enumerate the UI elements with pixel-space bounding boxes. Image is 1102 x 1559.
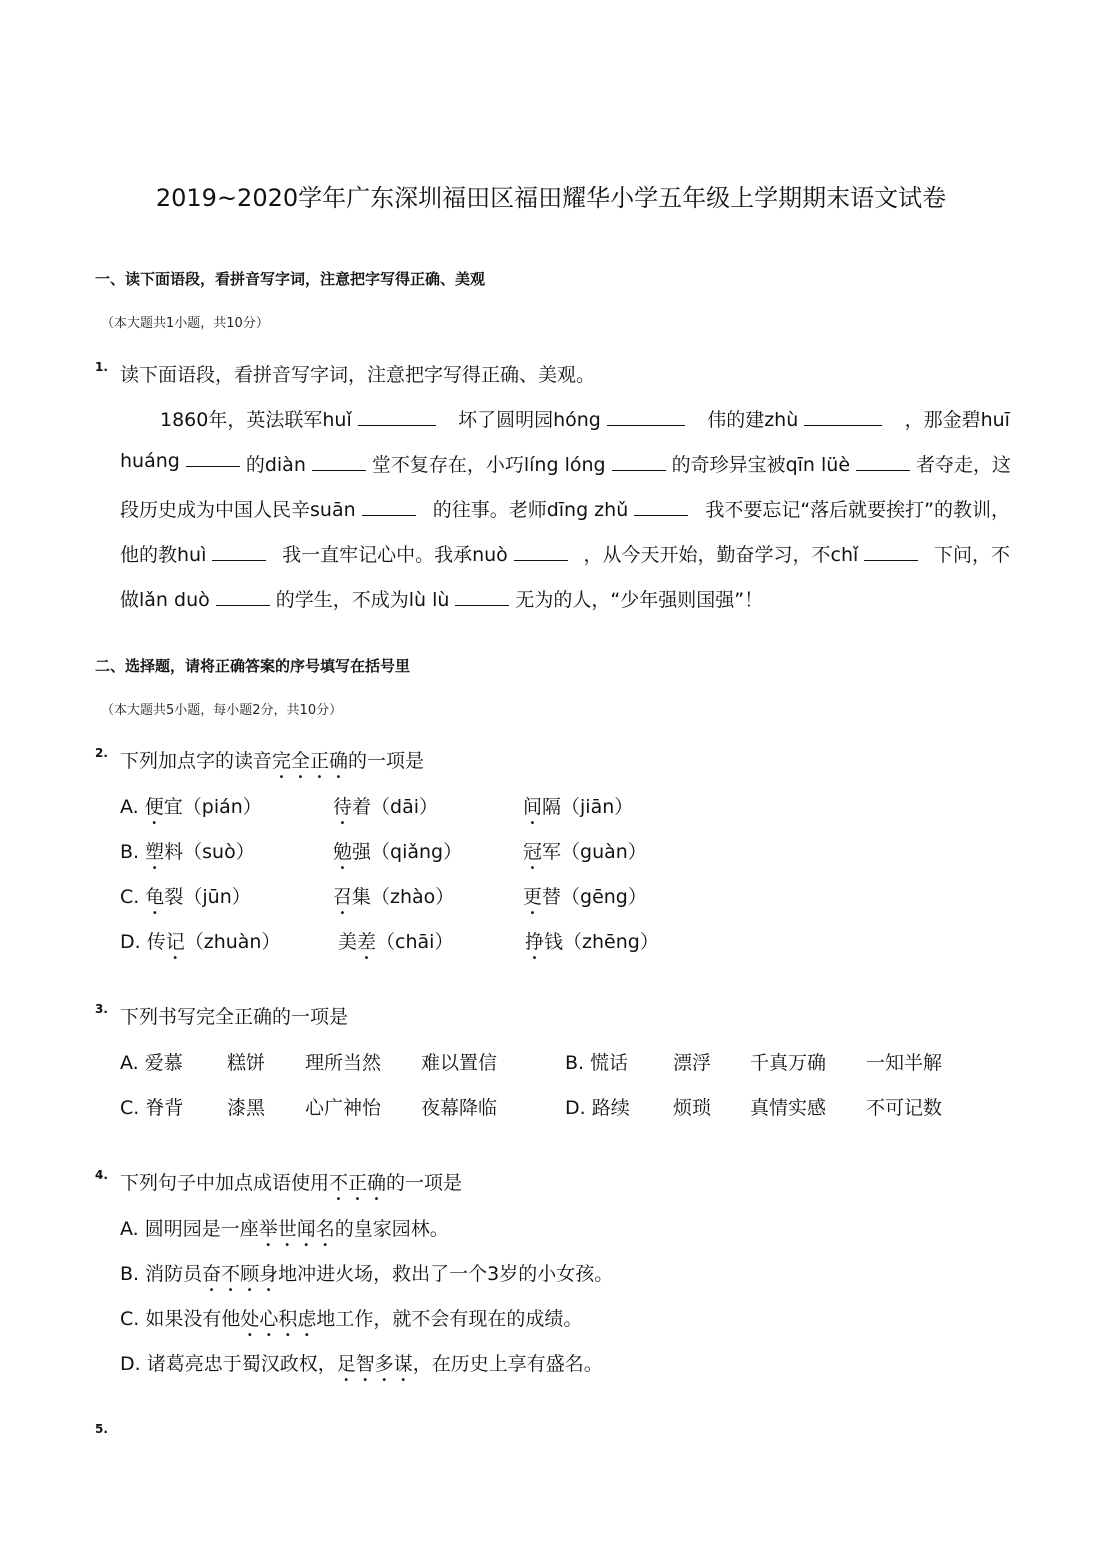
answer-blank[interactable] xyxy=(612,469,666,471)
q4-option-b[interactable]: B. 消防员奋不顾身地冲进火场，救出了一个3岁的小女孩。 xyxy=(120,1263,614,1285)
q2-option-b-word-2: 勉强（qiǎng） xyxy=(333,841,463,863)
q3-word: 夜幕降临 xyxy=(421,1097,498,1119)
question-1-number: 1. xyxy=(95,360,108,374)
q2-option-d-word-3: 挣钱（zhēng） xyxy=(525,931,659,953)
answer-blank[interactable] xyxy=(634,514,688,516)
answer-blank[interactable] xyxy=(312,469,366,471)
q3-word: 烦琐 xyxy=(673,1097,712,1119)
question-1-prompt: 读下面语段，看拼音写字词，注意把字写得正确、美观。 xyxy=(120,364,596,386)
passage-line-3: 段历史成为中国人民辛suān 的往事。老师dīng zhǔ 我不要忘记“落后就要挨打”的教训， xyxy=(120,499,1010,521)
answer-blank[interactable] xyxy=(455,604,509,606)
q2-option-c-word-2: 召集（zhào） xyxy=(333,886,455,908)
answer-blank[interactable] xyxy=(514,559,568,561)
q2-option-a-word-3: 间隔（jiān） xyxy=(523,796,634,818)
q3-word: 不可记数 xyxy=(866,1097,943,1119)
question-2-number: 2. xyxy=(95,746,108,760)
question-2-prompt: 下列加点字的读音完全正确的一项是 xyxy=(120,750,425,772)
q3-word: 漆黑 xyxy=(227,1097,266,1119)
passage-line-4: 他的教huì 我一直牢记心中。我承nuò ，从今天开始，勤奋学习，不chǐ 下问，不 xyxy=(120,544,1010,566)
q3-word: 漂浮 xyxy=(673,1052,712,1074)
q2-option-c[interactable]: C. 龟裂（jūn） xyxy=(120,886,251,908)
q4-option-c[interactable]: C. 如果没有他处心积虑地工作，就不会有现在的成绩。 xyxy=(120,1308,583,1330)
q2-option-c-word-3: 更替（gēng） xyxy=(523,886,647,908)
question-4-prompt: 下列句子中加点成语使用不正确的一项是 xyxy=(120,1172,463,1194)
answer-blank[interactable] xyxy=(186,465,240,467)
passage-line-1: 1860年，英法联军huǐ 坏了圆明园hóng 伟的建zhù ，那金碧huī xyxy=(160,409,1010,431)
q3-word: 真情实感 xyxy=(750,1097,827,1119)
answer-blank[interactable] xyxy=(358,424,436,426)
q2-option-a-word-2: 待着（dāi） xyxy=(333,796,438,818)
q3-word: 心广神怡 xyxy=(305,1097,382,1119)
question-3-prompt: 下列书写完全正确的一项是 xyxy=(120,1006,349,1028)
q3-option-c[interactable]: C. 脊背 xyxy=(120,1097,184,1119)
answer-blank[interactable] xyxy=(856,469,910,471)
q2-option-d-word-2: 美差（chāi） xyxy=(338,931,454,953)
q3-word: 一知半解 xyxy=(866,1052,943,1074)
q3-word: 糕饼 xyxy=(227,1052,266,1074)
answer-blank[interactable] xyxy=(216,604,270,606)
question-3-number: 3. xyxy=(95,1002,108,1016)
answer-blank[interactable] xyxy=(212,559,266,561)
question-4-number: 4. xyxy=(95,1168,108,1182)
q4-option-d[interactable]: D. 诸葛亮忠于蜀汉政权，足智多谋，在历史上享有盛名。 xyxy=(120,1353,603,1375)
question-5-number: 5. xyxy=(95,1422,108,1436)
q2-option-a[interactable]: A. 便宜（pián） xyxy=(120,796,262,818)
answer-blank[interactable] xyxy=(864,559,918,561)
q3-option-a[interactable]: A. 爱慕 xyxy=(120,1052,183,1074)
section-2-note: （本大题共5小题，每小题2分，共10分） xyxy=(101,703,343,718)
q3-option-d[interactable]: D. 路续 xyxy=(565,1097,630,1119)
page-title: 2019~2020学年广东深圳福田区福田耀华小学五年级上学期期末语文试卷 xyxy=(155,184,947,212)
passage-line-2: huáng 的diàn 堂不复存在，小巧líng lóng 的奇珍异宝被qīn lüè 者夺走，这 xyxy=(120,450,1012,476)
passage-line-5: 做lǎn duò 的学生，不成为lù lù 无为的人，“少年强则国强”！ xyxy=(120,589,764,611)
q2-option-b-word-3: 冠军（guàn） xyxy=(523,841,647,863)
section-1-note: （本大题共1小题，共10分） xyxy=(101,316,269,331)
section-1-heading: 一、读下面语段，看拼音写字词，注意把字写得正确、美观 xyxy=(95,270,486,288)
q2-option-d[interactable]: D. 传记（zhuàn） xyxy=(120,931,281,953)
q2-option-b[interactable]: B. 塑料（suò） xyxy=(120,841,255,863)
answer-blank[interactable] xyxy=(362,514,416,516)
answer-blank[interactable] xyxy=(607,424,685,426)
q3-word: 千真万确 xyxy=(750,1052,827,1074)
q3-word: 难以置信 xyxy=(421,1052,498,1074)
q3-word: 理所当然 xyxy=(305,1052,382,1074)
answer-blank[interactable] xyxy=(804,424,882,426)
section-2-heading: 二、选择题，请将正确答案的序号填写在括号里 xyxy=(95,657,411,675)
q3-option-b[interactable]: B. 慌话 xyxy=(565,1052,629,1074)
q4-option-a[interactable]: A. 圆明园是一座举世闻名的皇家园林。 xyxy=(120,1218,449,1240)
